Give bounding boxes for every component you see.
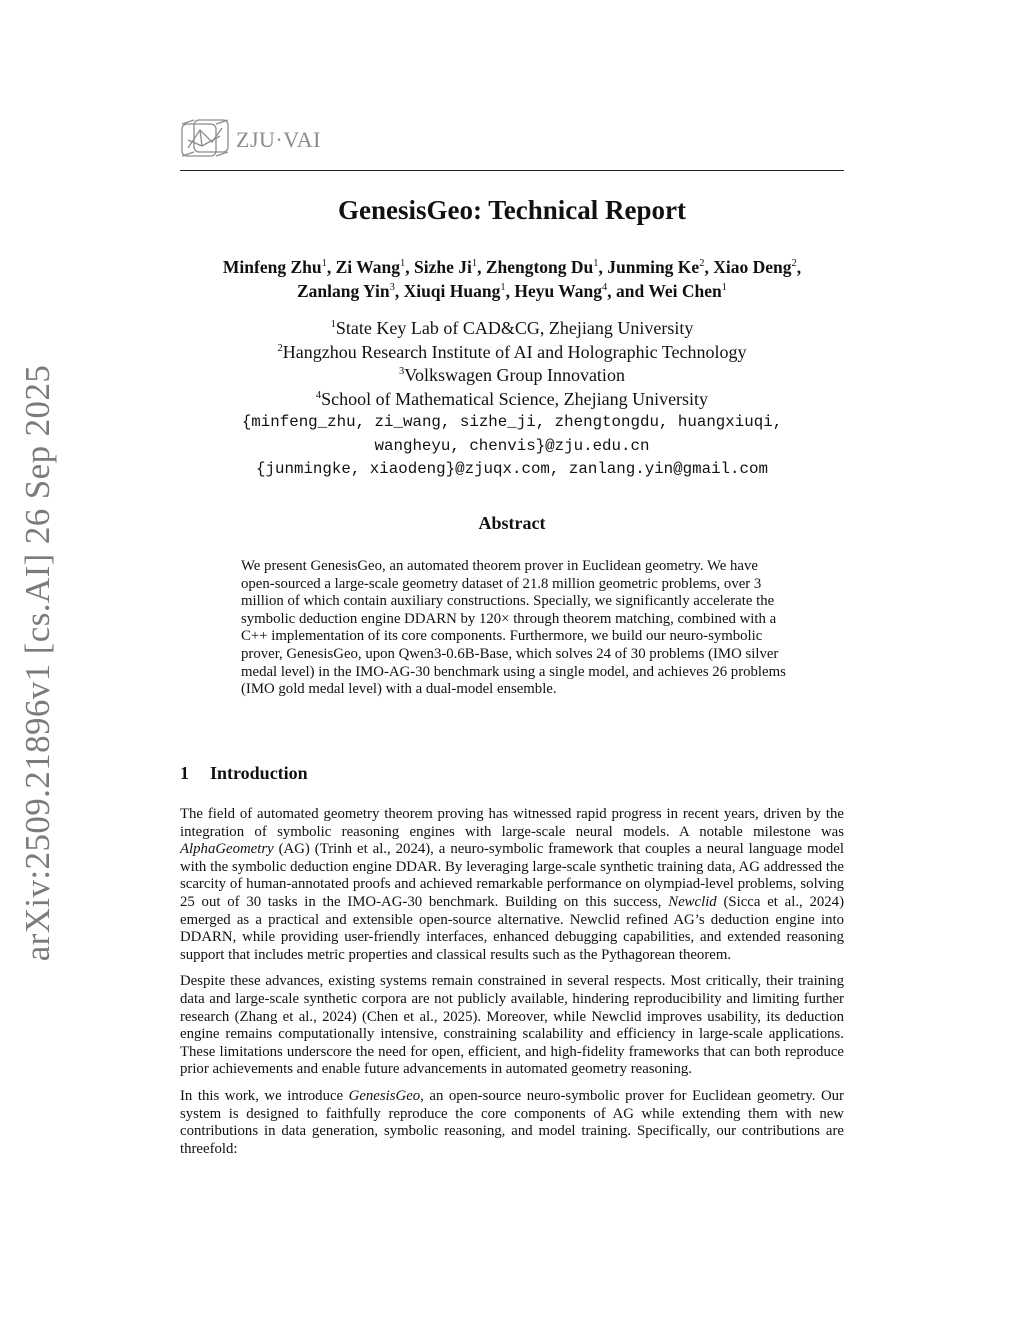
author: Xiao Deng$^2$ — [713, 257, 797, 277]
author: Junming Ke$^2$ — [607, 257, 705, 277]
affiliation: $^1$State Key Lab of CAD&CG, Zhejiang University — [330, 318, 694, 338]
email-line[interactable]: {minfeng_zhu, zi_wang, sizhe_ji, zhengtongdu, huangxiuqi, — [241, 413, 783, 431]
paper-title: GenesisGeo: Technical Report — [338, 195, 686, 225]
author: Sizhe Ji$^1$ — [413, 257, 478, 277]
email-line[interactable]: wangheyu, chenvis}@zju.edu.cn — [374, 436, 650, 455]
paragraph: In this work, we introduce GenesisGeo, an open-source neuro-symbolic prover for Euclidean geometry. Our system is designed to faithfully reproduce the core components of AG while extending them with new contributions in data generation, symbolic reasoning, and model training. Specifically, our contributions are threefold: — [180, 1087, 844, 1157]
email-list — [160, 411, 864, 482]
arxiv-identifier-stamp[interactable]: arXiv:2509.21896v1 [cs.AI] 26 Sep 2025 — [18, 364, 57, 962]
abstract-text: We present GenesisGeo, an automated theorem prover in Euclidean geometry. We have open-sourced a large-scale geometry dataset of 21.8 million geometric problems, over 3 million of which contain auxiliary constructions. Specially, we significantly accelerate the symbolic deduction engine DDARN by 120× through theorem matching, combined with a C++ implementation of its core components. Furthermore, we build our neuro-symbolic prover, GenesisGeo, upon Qwen3-0.6B-Base, which solves 24 of 30 problems (IMO silver medal level) in the IMO-AG-30 benchmark using a single model, and achieves 26 problems (IMO gold medal level) with a dual-model ensemble. — [241, 558, 786, 698]
author: Wei Chen$^1$ — [648, 281, 727, 301]
author: Zhengtong Du$^1$ — [485, 257, 599, 277]
affiliation: $^3$Volkswagen Group Innovation — [399, 365, 625, 385]
header-rule — [180, 170, 844, 171]
author-list: Minfeng Zhu$^1$, Zi Wang$^1$, Sizhe Ji$^1$, Zhengtong Du$^1$, Junming Ke$^2$, Xiao Deng$^2$, Zanlang Yin$^3$, Xiuqi Huang$^1$, Heyu Wang$^4$, and Wei Chen$^1$ — [222, 257, 802, 301]
author: Minfeng Zhu$^1$ — [222, 257, 327, 277]
affiliation-list — [180, 317, 844, 411]
affiliation: $^2$Hangzhou Research Institute of AI and Holographic Technology — [277, 341, 747, 362]
author: Zi Wang$^1$ — [335, 257, 406, 277]
section-heading — [180, 763, 308, 784]
author: Heyu Wang$^4$ — [514, 281, 608, 301]
author: Zanlang Yin$^3$ — [297, 281, 395, 301]
section-number: 1 — [180, 763, 189, 783]
zju-vai-logo-icon — [180, 118, 230, 162]
paragraph: Despite these advances, existing systems remain constrained in several respects. Most critically, their training data and large-scale synthetic corpora are not publicly available, hindering reproducibility and limiting further research (Zhang et al., 2024) (Chen et al., 2025). Moreover, while Newclid improves usability, its deduction engine remains computationally intensive, constraining scalability and efficiency in large-scale applications. These limitations underscore the need for open, efficient, and high-fidelity frameworks that can both reproduce prior achievements and enable future advancements in automated geometry reasoning. — [180, 973, 844, 1078]
affiliation: $^4$School of Mathematical Science, Zhejiang University — [315, 388, 709, 409]
section-body — [180, 806, 844, 1158]
section-title: Introduction — [210, 763, 308, 783]
abstract-heading: Abstract — [478, 513, 546, 533]
paragraph: The field of automated geometry theorem proving has witnessed rapid progress in recent years, driven by the integration of symbolic reasoning engines with large-scale neural models. A notable milestone was AlphaGeometry (AG) (Trinh et al., 2024), a neuro-symbolic framework that couples a neural language model with the symbolic deduction engine DDAR. By leveraging large-scale synthetic training data, AG addressed the scarcity of human-annotated proofs and achieved remarkable performance on olympiad-level problems, solving 25 out of 30 tasks in the IMO-AG-30 benchmark. Building on this success, Newclid (Sicca et al., 2024) emerged as a practical and extensible open-source alternative. Newclid refined AG’s deduction engine into DDARN, while providing user-friendly interfaces, enhanced debugging capabilities, and extended reasoning support that includes metric properties and classical results such as the Pythagorean theorem. — [180, 806, 845, 963]
logo-text: ZJU·VAI — [236, 127, 321, 152]
email-line[interactable]: {junmingke, xiaodeng}@zjuqx.com, zanlang.yin@gmail.com — [256, 460, 768, 478]
header-logo — [180, 118, 321, 162]
author: Xiuqi Huang$^1$ — [403, 281, 506, 301]
